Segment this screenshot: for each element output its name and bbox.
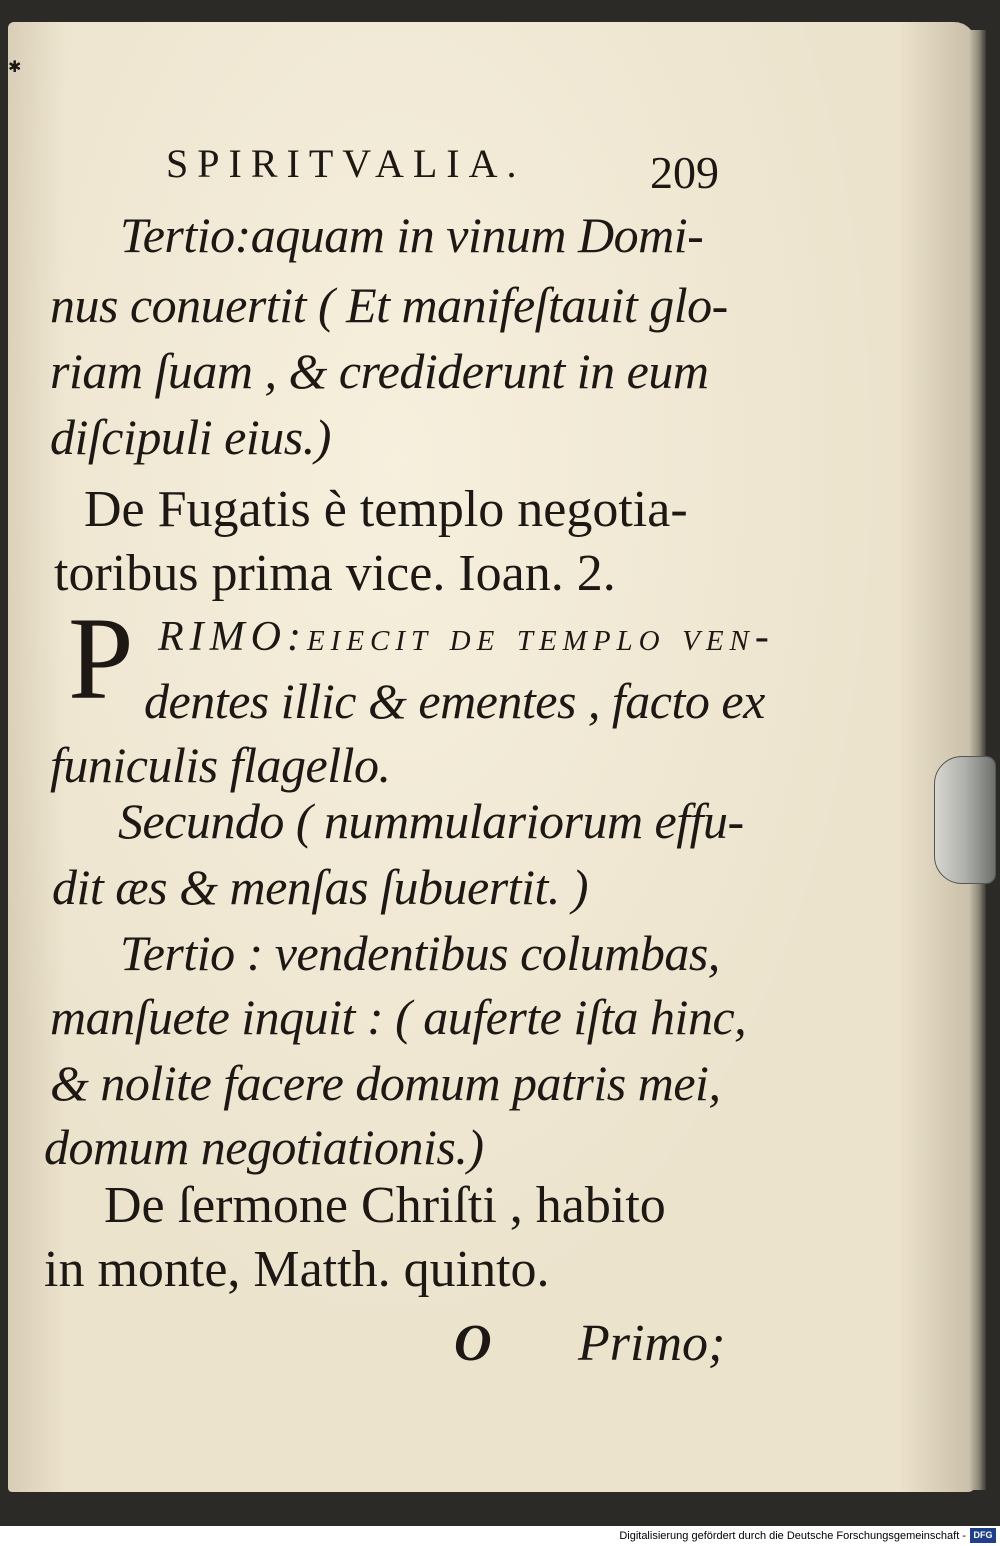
text-line: domum negotiationis.) [44,1119,484,1175]
footer-bar [0,1526,1000,1546]
text-line: dentes illic & ementes , facto ex [144,673,765,729]
text-line: & nolite facere domum patris mei, [50,1055,721,1111]
page-number: 209 [650,147,719,198]
running-head: SPIRITVALIA. [166,141,526,186]
section-heading-line: toribus prima vice. Ioan. 2. [54,545,616,602]
text-line: Tertio:aquam in vinum Domi- [120,207,704,263]
corner-mark-icon: ✱ [8,59,22,76]
text-line: riam ſuam , & crediderunt in eum [50,343,709,399]
section-heading-line: in monte, Matth. quinto. [44,1241,550,1298]
section-heading-line: De Fugatis è templo negotia- [84,481,688,538]
catchword: Primo; [578,1315,726,1372]
text-line: Tertio : vendentibus columbas, [120,925,720,981]
book-page [8,22,976,1492]
text-line: dit æs & menſas ſubuertit. ) [52,859,588,915]
funding-notice: Digitalisierung gefördert durch die Deutsche Forschungsgemeinschaft - [619,1530,966,1542]
dfg-logo-icon: DFG [970,1528,996,1543]
signature-mark: O [454,1315,492,1372]
drop-cap: P [68,593,134,724]
text-line: manſuete inquit : ( auferte iſta hinc, [50,989,747,1045]
first-word-smallcaps: RIMO:eiecit de templo ven- [158,614,775,660]
text-line [158,608,775,658]
text-line: Secundo ( nummulariorum effu- [118,793,744,849]
section-heading-line: De ſermone Chriſti , habito [104,1177,666,1234]
text-line: nus conuertit ( Et manifeſtauit glo- [50,277,728,333]
text-line: funiculis flagello. [50,737,391,793]
book-clasp [934,756,996,884]
text-line: diſcipuli eius.) [50,409,331,465]
